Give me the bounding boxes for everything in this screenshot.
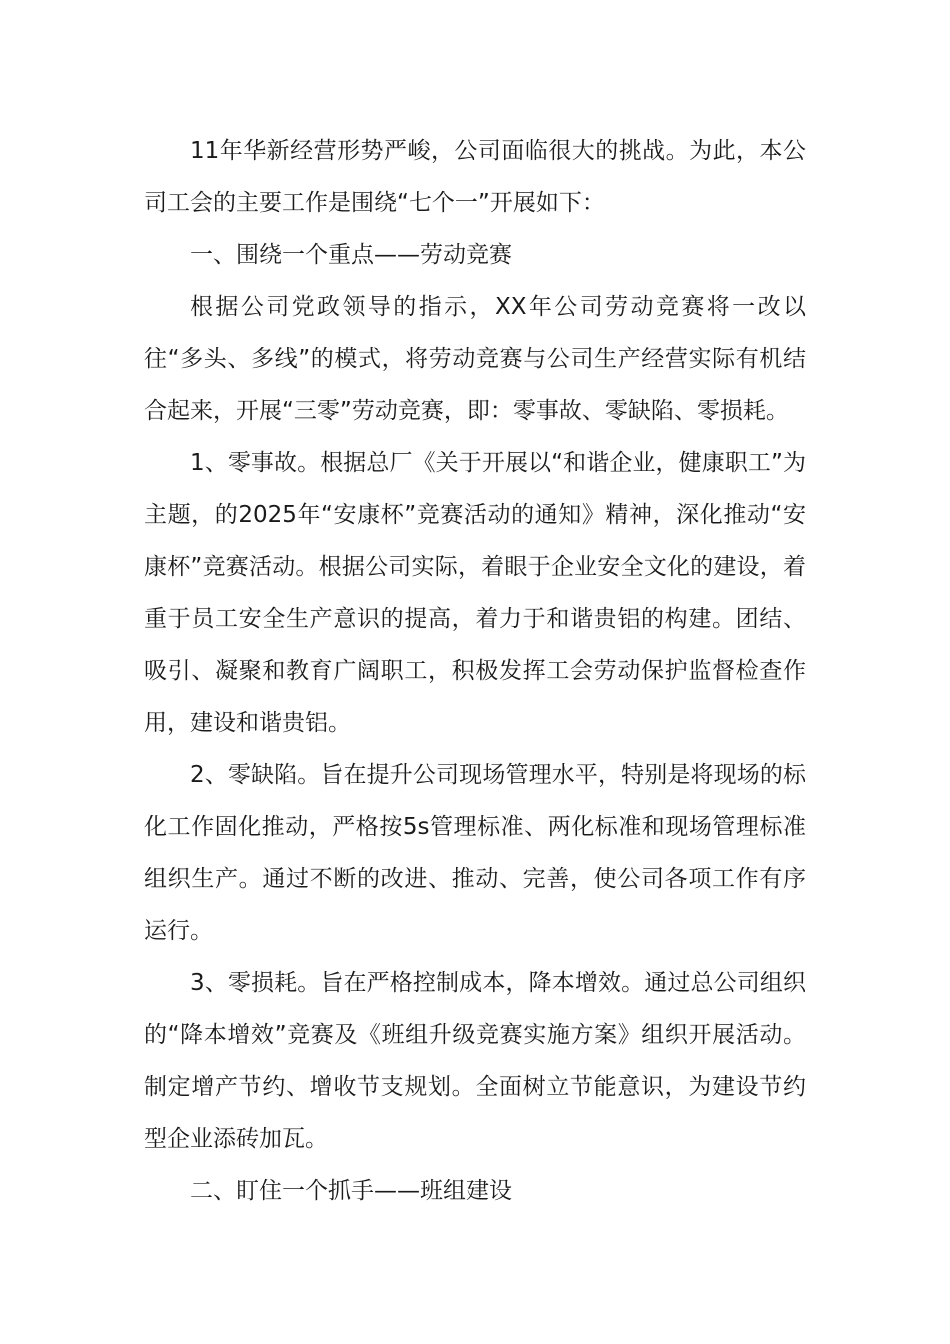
paragraph-competition: 根据公司党政领导的指示，XX年公司劳动竞赛将一改以往“多头、多线”的模式，将劳动竞赛与公司生产经营实际有机结合起来，开展“三零”劳动竞赛，即：零事故、零缺陷、零损耗。 xyxy=(144,294,806,424)
document-body xyxy=(144,125,806,1217)
section-heading-1: 一、围绕一个重点——劳动竞赛 xyxy=(190,242,512,268)
paragraph-zero-defect: 2、零缺陷。旨在提升公司现场管理水平，特别是将现场的标化工作固化推动，严格按5s管理标准、两化标准和现场管理标准组织生产。通过不断的改进、推动、完善，使公司各项工作有序运行。 xyxy=(144,762,806,944)
paragraph-intro: 11年华新经营形势严峻，公司面临很大的挑战。为此，本公司工会的主要工作是围绕“七个一”开展如下： xyxy=(144,138,806,216)
paragraph-zero-loss: 3、零损耗。旨在严格控制成本，降本增效。通过总公司组织的“降本增效”竞赛及《班组升级竞赛实施方案》组织开展活动。制定增产节约、增收节支规划。全面树立节能意识，为建设节约型企业添砖加瓦。 xyxy=(144,970,806,1152)
paragraph-zero-accident: 1、零事故。根据总厂《关于开展以“和谐企业，健康职工”为主题，的2025年“安康杯”竞赛活动的通知》精神，深化推动“安康杯”竞赛活动。根据公司实际，着眼于企业安全文化的建设，着重于员工安全生产意识的提高，着力于和谐贵铝的构建。团结、吸引、凝聚和教育广阔职工，积极发挥工会劳动保护监督检查作用，建设和谐贵铝。 xyxy=(144,450,806,736)
section-heading-2: 二、盯住一个抓手——班组建设 xyxy=(190,1178,512,1204)
